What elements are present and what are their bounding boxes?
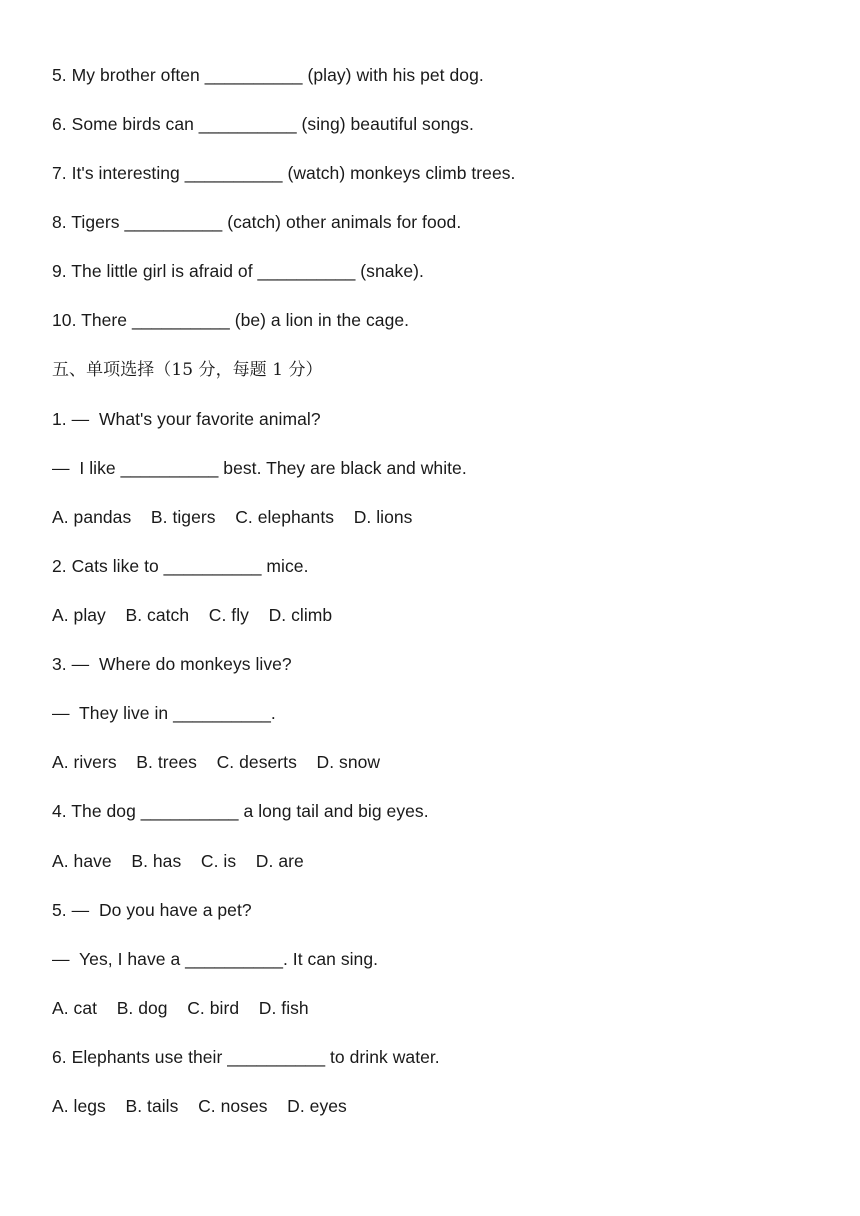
question-6-prompt: 6. Elephants use their __________ to drink water.: [52, 1046, 440, 1067]
question-1-response: — I like __________ best. They are black and white.: [52, 457, 467, 478]
question-6-options: A. legs B. tails C. noses D. eyes: [52, 1095, 347, 1116]
question-3-prompt: 3. — Where do monkeys live?: [52, 654, 292, 675]
fill-blank-item-7: 7. It's interesting __________ (watch) monkeys climb trees.: [52, 163, 516, 184]
question-3-response: — They live in __________.: [52, 703, 276, 724]
question-3-options: A. rivers B. trees C. deserts D. snow: [52, 752, 381, 773]
question-1-options: A. pandas B. tigers C. elephants D. lions: [52, 506, 413, 527]
question-2-options: A. play B. catch C. fly D. climb: [52, 605, 333, 626]
fill-blank-item-6: 6. Some birds can __________ (sing) beautiful songs.: [52, 114, 474, 135]
question-4-prompt: 4. The dog __________ a long tail and big eyes.: [52, 801, 429, 822]
worksheet-page: [52, 63, 832, 1143]
section-heading-multiple-choice: 五、单项选择（15 分，每题 1 分）: [52, 359, 323, 380]
question-4-options: A. have B. has C. is D. are: [52, 850, 304, 871]
question-5-options: A. cat B. dog C. bird D. fish: [52, 997, 309, 1018]
fill-blank-item-5: 5. My brother often __________ (play) with his pet dog.: [52, 65, 484, 85]
question-1-prompt: 1. — What's your favorite animal?: [52, 408, 321, 429]
fill-blank-item-9: 9. The little girl is afraid of __________ (snake).: [52, 261, 424, 282]
question-5-response: — Yes, I have a __________. It can sing.: [52, 948, 379, 969]
fill-blank-item-10: 10. There __________ (be) a lion in the cage.: [52, 310, 410, 331]
fill-blank-item-8: 8. Tigers __________ (catch) other animals for food.: [52, 212, 462, 233]
question-2-prompt: 2. Cats like to __________ mice.: [52, 555, 309, 576]
question-5-prompt: 5. — Do you have a pet?: [52, 899, 252, 920]
